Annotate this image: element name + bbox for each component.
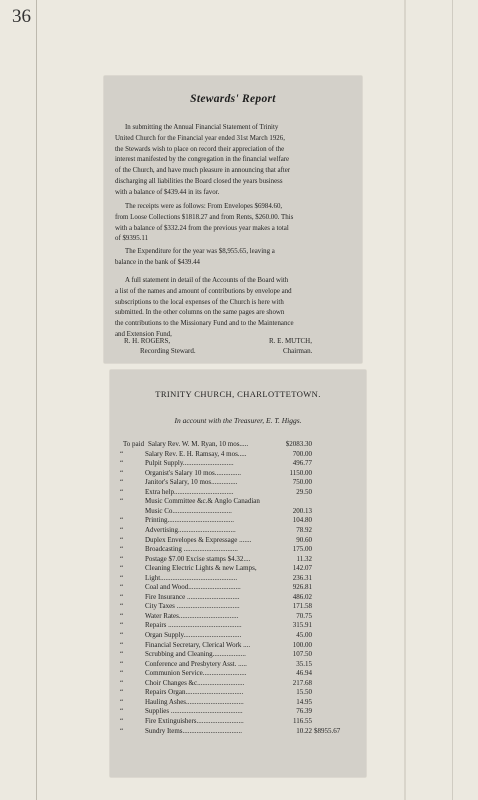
ledger-row	[110, 536, 366, 545]
ledger-item: Sundry Items..................................	[145, 726, 243, 735]
signature-chairman	[269, 336, 312, 356]
ledger-row	[110, 545, 366, 554]
ledger-item: Janitor's Salary, 10 mos...............	[145, 478, 238, 487]
ledger-prefix: “	[120, 659, 124, 668]
ledger-prefix: “	[120, 545, 124, 554]
report-line: United Church for the Financial year ended 31st March 1926,	[115, 134, 285, 142]
ledger-row	[110, 440, 366, 449]
ledger-prefix: “	[120, 516, 124, 525]
ledger-prefix: “	[120, 688, 124, 697]
ledger-item: Scrubbing and Cleaning...................	[145, 650, 246, 659]
ledger-item: Fire Extinguishers...........................	[145, 716, 244, 725]
treasurer-account-clipping	[110, 370, 366, 777]
ledger-item: Repairs ..........................................	[145, 621, 242, 630]
report-line: The receipts were as follows: From Envelopes $6984.60,	[125, 203, 283, 210]
ledger-item: City Taxes ....................................	[145, 602, 240, 611]
ledger-amount: 217.68	[292, 678, 312, 687]
ledger-prefix: “	[120, 716, 124, 725]
ledger-item: Cleaning Electric Lights & new Lamps,	[145, 564, 257, 573]
report-line: the Stewards wish to place on record their appreciation of the	[115, 145, 285, 153]
ledger-prefix: “	[120, 621, 124, 630]
ledger-row	[110, 450, 366, 459]
signature-title: Recording Steward.	[140, 347, 196, 355]
ledger-item: Fire Insurance ..............................	[145, 592, 240, 601]
ledger-row	[110, 688, 366, 697]
ledger-item: Repairs Organ.................................	[145, 688, 244, 697]
ledger-prefix: “	[120, 459, 124, 468]
report-line: with a balance of $439.44 in its favor.	[115, 188, 220, 196]
ledger-amount: 90.60	[296, 535, 312, 544]
ledger-item: Extra help..................................	[145, 487, 234, 496]
ledger-amount: 35.15	[296, 659, 312, 668]
ledger-prefix: “	[120, 697, 124, 706]
ledger-amount: 315.91	[292, 621, 312, 630]
report-paragraph-statement	[115, 276, 351, 341]
report-line: the contributions to the Missionary Fund and to the Maintenance	[115, 320, 294, 328]
report-line: The Expenditure for the year was $8,955.65, leaving a	[125, 248, 275, 255]
ledger-item: Conference and Presbytery Asst. .....	[145, 659, 247, 668]
ledger-amount: 14.95	[296, 697, 312, 706]
signature-recording-steward	[124, 336, 196, 356]
ledger-prefix: “	[120, 602, 124, 611]
page-number: 36	[12, 6, 31, 27]
ledger-total: $8955.67	[314, 726, 341, 735]
page-fold-line	[404, 0, 406, 800]
report-line: interest manifested by the congregation in the financial welfare	[115, 156, 290, 164]
ledger-amount: 486.02	[292, 592, 312, 601]
ledger-row	[110, 459, 366, 468]
signature-title: Chairman.	[283, 347, 313, 355]
ledger-prefix: “	[120, 611, 124, 620]
ledger-prefix: “	[120, 669, 124, 678]
ledger-amount: 29.50	[296, 487, 312, 496]
report-paragraph-intro	[115, 123, 351, 199]
account-title: TRINITY CHURCH, CHARLOTTETOWN.	[155, 389, 321, 399]
ledger-item: Music Co..................................	[145, 506, 232, 515]
ledger-item: Choir Changes &c...........................	[145, 678, 245, 687]
report-line: of the Church, and have much pleasure in announcing that after	[115, 167, 291, 175]
ledger-prefix: “	[120, 678, 124, 687]
ledger-item: Water Rates..................................	[145, 611, 239, 620]
ledger-row	[110, 660, 366, 669]
ledger-item: Postage $7.00 Excise stamps $4.32....	[145, 554, 251, 563]
report-line: and Extension Fund,	[115, 330, 172, 338]
signature-name: R. H. ROGERS,	[124, 337, 171, 345]
ledger-prefix: “	[120, 592, 124, 601]
ledger-amount: 76.39	[296, 707, 312, 716]
ledger-prefix: “	[120, 640, 124, 649]
ledger-row	[110, 564, 366, 573]
ledger-item: Organist's Salary 10 mos...............	[145, 468, 242, 477]
ledger-row	[110, 727, 366, 736]
ledger-amount: 926.81	[292, 583, 312, 592]
ledger-item: Light............................................	[145, 573, 238, 582]
ledger-amount: 175.00	[292, 545, 312, 554]
ledger-amount: 750.00	[292, 478, 312, 487]
ledger-amount: 236.31	[292, 573, 312, 582]
ledger-row	[110, 478, 366, 487]
report-line: from Loose Collections $1818.27 and from Rents, $260.00. This	[115, 213, 294, 221]
ledger-amount: 15.50	[296, 688, 312, 697]
ledger-prefix: “	[120, 573, 124, 582]
ledger-row	[110, 574, 366, 583]
ledger-row	[110, 650, 366, 659]
ledger-prefix: “	[120, 554, 124, 563]
ledger-amount: 496.77	[292, 459, 312, 468]
ledger-row	[110, 631, 366, 640]
ledger-amount: 10.22	[296, 726, 312, 735]
report-line: with a balance of $332.24 from the previous year makes a total	[115, 224, 289, 232]
ledger-item: Communion Service.........................	[145, 669, 247, 678]
ledger-row	[110, 641, 366, 650]
report-paragraph-receipts	[115, 202, 351, 245]
ledger-row	[110, 497, 366, 506]
ledger-prefix: “	[120, 497, 124, 506]
report-paragraph-expenditure	[115, 247, 351, 269]
ledger-item: Financial Secretary, Clerical Work ....	[145, 640, 251, 649]
ledger-item: Printing......................................	[145, 516, 235, 525]
ledger-prefix: “	[120, 449, 124, 458]
ledger-amount: 104.80	[292, 516, 312, 525]
ledger-item: Coal and Wood..............................	[145, 583, 241, 592]
ledger-amount: 78.92	[296, 525, 312, 534]
ledger-row	[110, 507, 366, 516]
report-line: In submitting the Annual Financial Statement of Trinity	[125, 124, 279, 131]
left-margin-rule	[36, 0, 37, 800]
ledger-amount: 100.00	[292, 640, 312, 649]
report-title: Stewards' Report	[190, 93, 276, 105]
report-line: discharging all liabilities the Board closed the years business	[115, 177, 283, 185]
ledger-row	[110, 698, 366, 707]
ledger-row	[110, 555, 366, 564]
ledger-row	[110, 679, 366, 688]
ledger-amount: 11.32	[296, 554, 312, 563]
ledger-item: Salary Rev. E. H. Ramsay, 4 mos.....	[145, 449, 247, 458]
ledger-item: Salary Rev. W. M. Ryan, 10 mos.....	[148, 440, 249, 448]
report-line: subscriptions to the local expenses of the Church is here with	[115, 298, 284, 306]
ledger-row	[110, 669, 366, 678]
ledger-row	[110, 612, 366, 621]
ledger-prefix: “	[120, 478, 124, 487]
report-line: submitted. In the other columns on the same pages are shown	[115, 309, 285, 317]
ledger-item: Broadcasting ...............................	[145, 545, 238, 554]
ledger-item: Supplies .........................................	[145, 707, 243, 716]
ledger-item: Music Committee &c.& Anglo Canadian	[145, 497, 260, 506]
ledger-item: Advertising.................................	[145, 525, 236, 534]
ledger-row	[110, 516, 366, 525]
ledger-item: Organ Supply.................................	[145, 631, 242, 639]
ledger-row	[110, 488, 366, 497]
ledger-prefix: “	[120, 583, 124, 592]
ledger-amount: 46.94	[296, 669, 312, 678]
signature-name: R. E. MUTCH,	[269, 337, 312, 345]
ledger-item: Hauling Ashes.................................	[145, 697, 244, 706]
ledger-amount: 142.07	[292, 564, 312, 573]
ledger-amount: 700.00	[292, 449, 312, 458]
ledger-prefix: “	[120, 487, 124, 496]
ledger-amount: 116.55	[293, 716, 312, 725]
ledger-row	[110, 707, 366, 716]
report-line: A full statement in detail of the Accounts of the Board with	[125, 277, 289, 284]
ledger-amount: 171.58	[292, 602, 312, 611]
ledger-prefix: To paid	[123, 440, 145, 448]
ledger-row	[110, 526, 366, 535]
ledger-row	[110, 717, 366, 726]
ledger-item: Duplex Envelopes & Expressage .......	[145, 535, 252, 544]
ledger-amount: 45.00	[296, 631, 312, 639]
report-line: a list of the names and amount of contributions by envelope and	[115, 287, 292, 295]
ledger-amount: $2083.30	[285, 440, 312, 448]
ledger-prefix: “	[120, 564, 124, 573]
ledger-row	[110, 469, 366, 478]
report-line: of $9395.11	[115, 235, 149, 243]
ledger-row	[110, 583, 366, 592]
ledger-row	[110, 602, 366, 611]
ledger-prefix: “	[120, 726, 124, 735]
stewards-report-clipping	[104, 76, 362, 363]
ledger-amount: 70.75	[296, 611, 312, 620]
ledger-amount: 200.13	[292, 506, 312, 515]
right-margin-rule	[452, 0, 453, 800]
ledger-prefix: “	[120, 535, 124, 544]
ledger-row	[110, 593, 366, 602]
ledger-prefix: “	[120, 631, 124, 639]
account-subtitle: In account with the Treasurer, E. T. Higgs.	[174, 416, 302, 425]
ledger-item: Pulpit Supply.............................	[145, 459, 234, 468]
report-line: balance in the bank of $439.44	[115, 258, 200, 266]
ledger-prefix: “	[120, 468, 124, 477]
ledger-amount: 1150.00	[289, 468, 312, 477]
ledger-prefix: “	[120, 707, 124, 716]
ledger-amount: 107.50	[292, 650, 312, 659]
ledger-prefix: “	[120, 650, 124, 659]
ledger-prefix: “	[120, 525, 124, 534]
ledger-row	[110, 621, 366, 630]
